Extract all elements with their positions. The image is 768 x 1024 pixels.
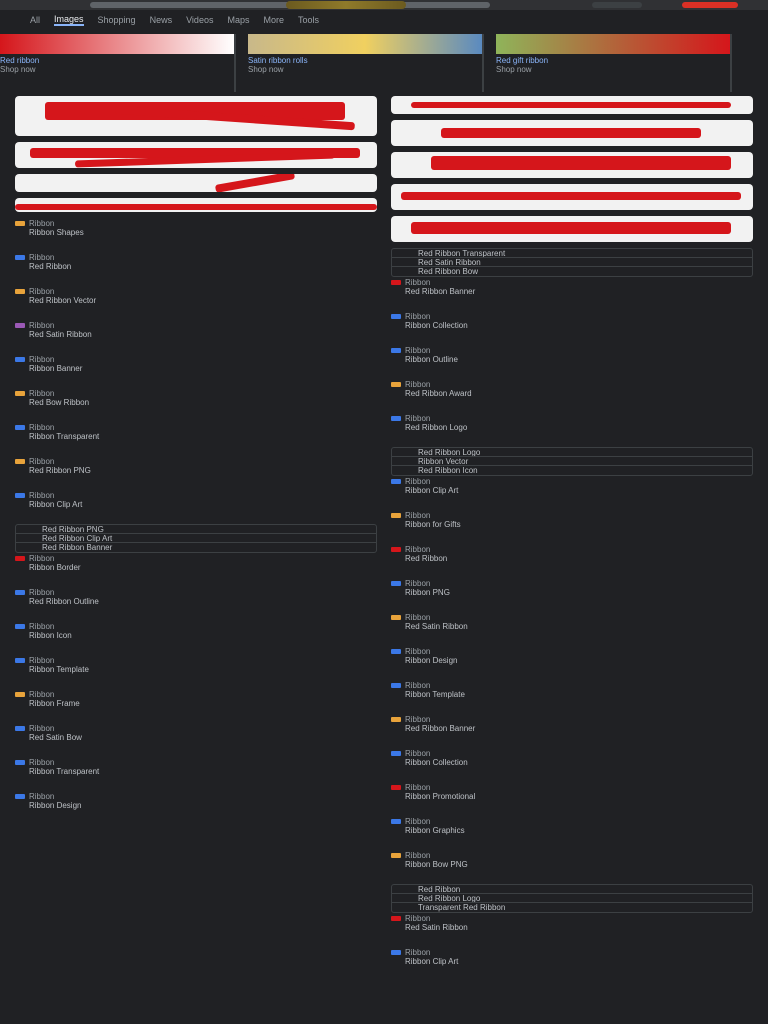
result-source	[391, 913, 753, 923]
favicon-icon	[391, 950, 401, 955]
favicon-icon	[15, 760, 25, 765]
result-source	[391, 413, 753, 423]
search-result[interactable]	[15, 689, 377, 709]
result-source-name: Ribbon	[29, 252, 55, 262]
result-source	[15, 490, 377, 500]
image-result[interactable]	[15, 174, 377, 192]
related-list-item[interactable]: Transparent Red Ribbon	[418, 903, 506, 912]
result-title[interactable]: Red Ribbon	[29, 262, 72, 271]
result-title[interactable]: Ribbon Bow PNG	[405, 860, 468, 869]
favicon-icon	[391, 916, 401, 921]
search-result[interactable]	[15, 286, 377, 306]
result-source-name: Ribbon	[29, 286, 55, 296]
favicon-icon	[391, 683, 401, 688]
image-result[interactable]	[391, 120, 753, 146]
result-source	[391, 714, 753, 724]
result-source-name: Ribbon	[405, 277, 431, 287]
search-result[interactable]	[391, 510, 753, 530]
result-source-name: Ribbon	[29, 587, 55, 597]
favicon-icon	[391, 615, 401, 620]
image-result[interactable]	[391, 152, 753, 178]
result-title[interactable]: Ribbon Transparent	[29, 432, 100, 441]
favicon-icon	[391, 382, 401, 387]
result-source-name: Ribbon	[29, 655, 55, 665]
tab-shopping[interactable]: Shopping	[97, 15, 136, 25]
result-source-name: Ribbon	[405, 379, 431, 389]
result-title[interactable]: Red Ribbon Banner	[405, 287, 476, 296]
result-source	[391, 947, 753, 957]
result-source-name: Ribbon	[405, 544, 431, 554]
ribbon-shape	[215, 174, 295, 192]
result-source-name: Ribbon	[29, 320, 55, 330]
result-source-name: Ribbon	[29, 422, 55, 432]
ribbon-shape	[431, 156, 731, 170]
tab-more[interactable]: More	[263, 15, 284, 25]
result-title[interactable]: Ribbon Collection	[405, 321, 468, 330]
search-result[interactable]	[391, 311, 753, 331]
favicon-icon	[391, 717, 401, 722]
related-list-item[interactable]: Red Ribbon Transparent	[392, 249, 752, 258]
search-result[interactable]	[391, 345, 753, 365]
search-result[interactable]	[391, 782, 753, 802]
ribbon-shape	[441, 128, 701, 138]
result-source	[391, 510, 753, 520]
sign-in-button[interactable]	[682, 2, 738, 8]
image-result[interactable]	[15, 198, 377, 212]
related-list-item[interactable]: Red Ribbon Clip Art	[16, 534, 376, 543]
related-card-image	[248, 34, 482, 54]
favicon-icon	[391, 785, 401, 790]
search-result[interactable]	[391, 612, 753, 632]
related-list-item[interactable]: Red Ribbon Icon	[418, 466, 478, 475]
tab-all[interactable]: All	[30, 15, 41, 25]
doodle-logo[interactable]	[286, 1, 406, 9]
result-source	[391, 782, 753, 792]
related-card-title: Satin ribbon rolls	[248, 56, 308, 65]
result-title[interactable]: Ribbon PNG	[405, 588, 450, 597]
result-title[interactable]: Ribbon Banner	[29, 364, 83, 373]
result-source-name: Ribbon	[405, 345, 431, 355]
result-source	[15, 422, 377, 432]
search-result[interactable]	[15, 218, 377, 238]
result-title[interactable]: Red Ribbon Banner	[405, 724, 476, 733]
result-source	[391, 748, 753, 758]
result-source-name: Ribbon	[29, 723, 55, 733]
result-source	[15, 689, 377, 699]
tab-videos[interactable]: Videos	[186, 15, 214, 25]
result-title[interactable]: Red Ribbon Vector	[29, 296, 97, 305]
image-result[interactable]	[391, 216, 753, 242]
result-title[interactable]: Red Ribbon Logo	[405, 423, 468, 432]
result-title[interactable]: Ribbon Clip Art	[29, 500, 83, 509]
search-result[interactable]	[391, 413, 753, 433]
favicon-icon	[391, 649, 401, 654]
result-source-name: Ribbon	[29, 490, 55, 500]
search-result[interactable]	[391, 646, 753, 666]
search-result[interactable]	[391, 277, 753, 297]
result-source	[391, 544, 753, 554]
result-source-name: Ribbon	[29, 354, 55, 364]
search-result[interactable]	[391, 379, 753, 399]
result-title[interactable]: Ribbon Icon	[29, 631, 72, 640]
search-result[interactable]	[15, 490, 377, 510]
result-source-name: Ribbon	[405, 413, 431, 423]
related-card-subtitle: Shop now	[0, 65, 36, 74]
result-source-name: Ribbon	[405, 850, 431, 860]
result-source-name: Ribbon	[405, 748, 431, 758]
result-source-name: Ribbon	[29, 456, 55, 466]
result-title[interactable]: Ribbon Border	[29, 563, 81, 572]
favicon-icon	[391, 280, 401, 285]
search-result[interactable]	[15, 655, 377, 675]
result-source	[15, 388, 377, 398]
related-card-image	[0, 34, 234, 54]
tab-images[interactable]: Images	[54, 14, 84, 24]
favicon-icon	[391, 751, 401, 756]
favicon-icon	[15, 493, 25, 498]
favicon-icon	[15, 692, 25, 697]
result-title[interactable]: Red Ribbon Outline	[29, 597, 99, 606]
related-list-item[interactable]: Red Ribbon Logo	[392, 448, 752, 457]
search-result[interactable]	[15, 553, 377, 573]
result-source-name: Ribbon	[29, 388, 55, 398]
favicon-icon	[391, 416, 401, 421]
image-result[interactable]	[391, 96, 753, 114]
result-title[interactable]: Ribbon Shapes	[29, 228, 84, 237]
result-source-name: Ribbon	[29, 689, 55, 699]
favicon-icon	[15, 323, 25, 328]
favicon-icon	[15, 221, 25, 226]
results-column-right	[391, 96, 753, 981]
result-title[interactable]: Ribbon Template	[29, 665, 89, 674]
tab-maps[interactable]: Maps	[227, 15, 250, 25]
apps-button[interactable]	[592, 2, 642, 8]
result-source	[15, 218, 377, 228]
result-source	[15, 757, 377, 767]
related-list-item[interactable]: Red Ribbon	[392, 885, 752, 894]
result-source	[15, 252, 377, 262]
favicon-icon	[391, 513, 401, 518]
result-title[interactable]: Ribbon Promotional	[405, 792, 476, 801]
search-result[interactable]	[15, 723, 377, 743]
result-source-name: Ribbon	[29, 621, 55, 631]
result-source	[15, 791, 377, 801]
related-list	[391, 884, 753, 913]
related-card-image	[496, 34, 730, 54]
result-title[interactable]: Red Ribbon Award	[405, 389, 472, 398]
search-result[interactable]	[391, 913, 753, 933]
favicon-icon	[15, 590, 25, 595]
search-result[interactable]	[15, 456, 377, 476]
ribbon-shape	[401, 192, 741, 200]
result-source	[391, 612, 753, 622]
favicon-icon	[391, 547, 401, 552]
result-source	[391, 680, 753, 690]
search-result[interactable]	[391, 748, 753, 768]
favicon-icon	[15, 459, 25, 464]
result-source	[15, 723, 377, 733]
result-source	[15, 354, 377, 364]
favicon-icon	[15, 658, 25, 663]
result-title[interactable]: Red Ribbon PNG	[29, 466, 91, 475]
result-source-name: Ribbon	[405, 714, 431, 724]
result-title[interactable]: Ribbon Graphics	[405, 826, 465, 835]
search-result[interactable]	[391, 947, 753, 967]
tab-news[interactable]: News	[149, 15, 173, 25]
search-result[interactable]	[391, 680, 753, 700]
result-source	[391, 379, 753, 389]
related-list-item[interactable]: Ribbon Vector	[392, 457, 752, 466]
result-title[interactable]: Red Ribbon	[405, 554, 448, 563]
result-title[interactable]: Ribbon Design	[405, 656, 458, 665]
result-source	[15, 320, 377, 330]
related-list-item[interactable]: Red Ribbon Bow	[418, 267, 479, 276]
result-source-name: Ribbon	[405, 816, 431, 826]
related-card[interactable]	[496, 34, 732, 92]
result-source	[15, 553, 377, 563]
image-result[interactable]	[15, 142, 377, 168]
result-source-name: Ribbon	[405, 510, 431, 520]
search-result[interactable]	[391, 850, 753, 870]
ribbon-shape	[15, 204, 377, 210]
result-source	[15, 286, 377, 296]
result-source	[391, 578, 753, 588]
result-source-name: Ribbon	[29, 791, 55, 801]
favicon-icon	[391, 819, 401, 824]
result-source-name: Ribbon	[405, 476, 431, 486]
result-source-name: Ribbon	[405, 612, 431, 622]
favicon-icon	[391, 348, 401, 353]
result-title[interactable]: Red Satin Bow	[29, 733, 82, 742]
result-source	[391, 476, 753, 486]
search-result[interactable]	[15, 320, 377, 340]
favicon-icon	[15, 425, 25, 430]
search-result[interactable]	[391, 476, 753, 496]
result-title[interactable]: Ribbon Template	[405, 690, 465, 699]
result-title[interactable]: Ribbon Design	[29, 801, 82, 810]
related-card[interactable]	[0, 34, 236, 92]
result-source-name: Ribbon	[405, 311, 431, 321]
result-source	[391, 277, 753, 287]
related-list-item[interactable]: Red Ribbon Logo	[392, 894, 752, 903]
result-source-name: Ribbon	[405, 680, 431, 690]
result-title[interactable]: Ribbon for Gifts	[405, 520, 461, 529]
related-list-item[interactable]: Red Ribbon Banner	[42, 543, 113, 552]
related-card-subtitle: Shop now	[496, 65, 532, 74]
related-list	[15, 524, 377, 553]
result-source	[391, 816, 753, 826]
result-source-name: Ribbon	[405, 646, 431, 656]
result-source-name: Ribbon	[405, 782, 431, 792]
search-result[interactable]	[15, 587, 377, 607]
favicon-icon	[15, 289, 25, 294]
image-result[interactable]	[15, 96, 377, 136]
result-source	[15, 587, 377, 597]
result-source-name: Ribbon	[29, 553, 55, 563]
search-tabs	[0, 10, 768, 30]
result-source-name: Ribbon	[405, 947, 431, 957]
result-title[interactable]: Ribbon Outline	[405, 355, 458, 364]
result-title[interactable]: Red Bow Ribbon	[29, 398, 90, 407]
favicon-icon	[15, 624, 25, 629]
result-source	[391, 311, 753, 321]
related-searches	[0, 34, 768, 92]
top-bar	[0, 0, 768, 10]
result-source	[391, 646, 753, 656]
search-result[interactable]	[15, 757, 377, 777]
search-result[interactable]	[15, 252, 377, 272]
search-result[interactable]	[15, 791, 377, 811]
results-column-left	[15, 96, 377, 825]
result-title[interactable]: Ribbon Clip Art	[405, 486, 459, 495]
related-list-item[interactable]: Red Ribbon PNG	[16, 525, 376, 534]
related-card-title: Red gift ribbon	[496, 56, 549, 65]
favicon-icon	[15, 357, 25, 362]
result-title[interactable]: Red Satin Ribbon	[405, 923, 468, 932]
search-result[interactable]	[391, 578, 753, 598]
search-result[interactable]	[391, 544, 753, 564]
result-title[interactable]: Red Satin Ribbon	[405, 622, 468, 631]
tab-tools[interactable]: Tools	[297, 15, 319, 25]
search-result[interactable]	[15, 621, 377, 641]
result-source-name: Ribbon	[29, 757, 55, 767]
favicon-icon	[15, 556, 25, 561]
result-title[interactable]: Ribbon Clip Art	[405, 957, 459, 966]
favicon-icon	[15, 391, 25, 396]
result-source-name: Ribbon	[405, 913, 431, 923]
search-result[interactable]	[15, 354, 377, 374]
related-list-item[interactable]: Red Satin Ribbon	[392, 258, 752, 267]
result-title[interactable]: Ribbon Transparent	[29, 767, 100, 776]
ribbon-shape	[411, 102, 731, 108]
search-result[interactable]	[391, 816, 753, 836]
favicon-icon	[391, 581, 401, 586]
image-result[interactable]	[391, 184, 753, 210]
result-source-name: Ribbon	[29, 218, 55, 228]
search-result[interactable]	[15, 422, 377, 442]
favicon-icon	[391, 479, 401, 484]
result-source	[15, 621, 377, 631]
result-source	[15, 456, 377, 466]
result-source-name: Ribbon	[405, 578, 431, 588]
related-list	[391, 447, 753, 476]
related-card-subtitle: Shop now	[248, 65, 284, 74]
related-card[interactable]	[248, 34, 484, 92]
favicon-icon	[15, 726, 25, 731]
result-source	[391, 850, 753, 860]
result-source	[391, 345, 753, 355]
search-result[interactable]	[15, 388, 377, 408]
search-result[interactable]	[391, 714, 753, 734]
favicon-icon	[15, 794, 25, 799]
related-list	[391, 248, 753, 277]
result-title[interactable]: Ribbon Frame	[29, 699, 80, 708]
favicon-icon	[391, 314, 401, 319]
result-title[interactable]: Ribbon Collection	[405, 758, 468, 767]
favicon-icon	[391, 853, 401, 858]
related-card-title: Red ribbon	[0, 56, 40, 65]
result-title[interactable]: Red Satin Ribbon	[29, 330, 92, 339]
favicon-icon	[15, 255, 25, 260]
result-source	[15, 655, 377, 665]
ribbon-shape	[411, 222, 731, 234]
